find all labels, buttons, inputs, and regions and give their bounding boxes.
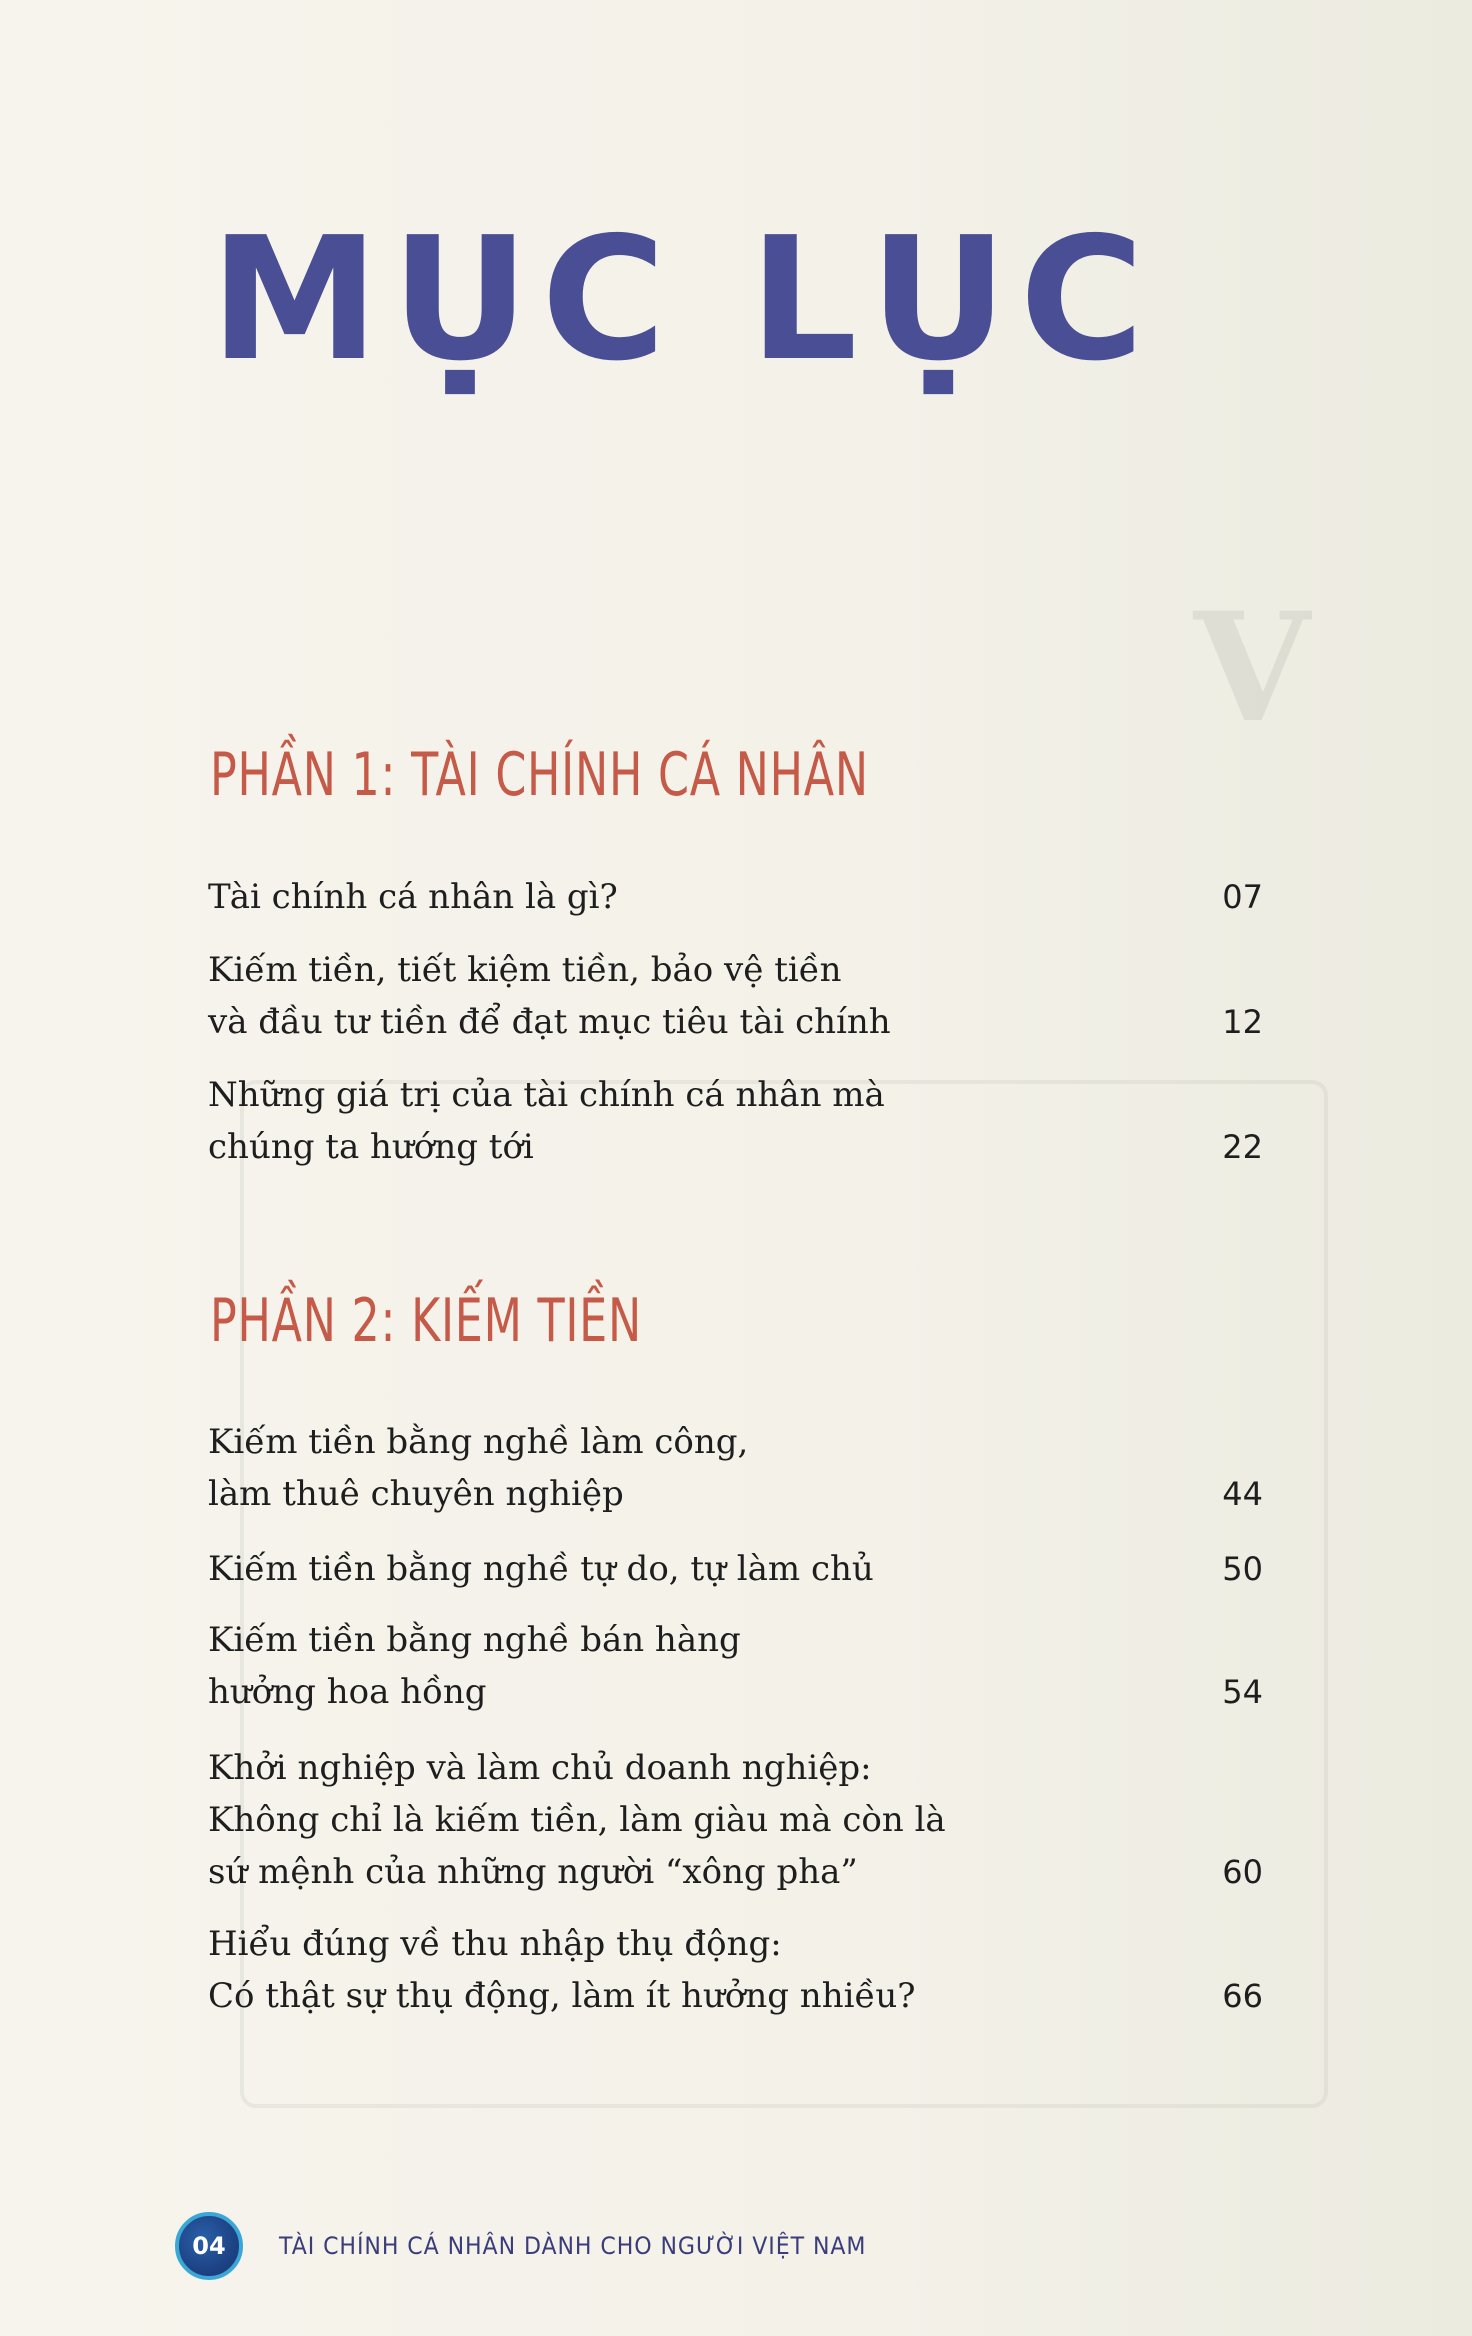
toc-entry-text (208, 944, 1158, 1048)
page-number-badge: 04 (175, 2212, 243, 2280)
toc-entry (208, 1614, 1263, 1718)
toc-entry (208, 1742, 1263, 1898)
bleed-through-letter: V (1193, 580, 1310, 756)
toc-entry (208, 1416, 1263, 1520)
toc-entry-line: Kiếm tiền bằng nghề bán hàng (208, 1620, 741, 1660)
toc-page-number: 66 (1222, 1977, 1263, 2015)
toc-entry-line: sứ mệnh của những người “xông pha” (208, 1852, 858, 1892)
toc-entry-line: chúng ta hướng tới (208, 1127, 534, 1167)
toc-entry-line: hưởng hoa hồng (208, 1672, 487, 1712)
toc-entry (208, 944, 1263, 1048)
running-footer-title: TÀI CHÍNH CÁ NHÂN DÀNH CHO NGƯỜI VIỆT NAM (279, 2232, 867, 2260)
toc-entry-line: Không chỉ là kiếm tiền, làm giàu mà còn là (208, 1800, 946, 1840)
toc-entry-text (208, 1543, 1158, 1595)
toc-entry-line: Có thật sự thụ động, làm ít hưởng nhiều? (208, 1976, 916, 2016)
toc-entry-line: Tài chính cá nhân là gì? (208, 877, 618, 917)
toc-entry-line: Kiếm tiền, tiết kiệm tiền, bảo vệ tiền (208, 950, 842, 990)
toc-page-number: 60 (1222, 1853, 1263, 1891)
toc-entry-line: và đầu tư tiền để đạt mục tiêu tài chính (208, 1002, 891, 1042)
toc-page-number: 07 (1222, 878, 1263, 916)
toc-entry-line: Hiểu đúng về thu nhập thụ động: (208, 1924, 782, 1964)
toc-entry (208, 871, 1263, 923)
toc-entry-text (208, 1069, 1158, 1173)
toc-entry-line: Những giá trị của tài chính cá nhân mà (208, 1075, 885, 1115)
toc-entry-line: Khởi nghiệp và làm chủ doanh nghiệp: (208, 1748, 872, 1788)
page-title: MỤC LỤC (210, 201, 1157, 399)
toc-page-number: 44 (1222, 1475, 1263, 1513)
toc-entry-text (208, 1416, 1158, 1520)
toc-entry-line: Kiếm tiền bằng nghề tự do, tự làm chủ (208, 1549, 874, 1589)
toc-entry (208, 1543, 1263, 1595)
toc-entry-text (208, 871, 1158, 923)
toc-entry-text (208, 1614, 1158, 1718)
page-footer (175, 2210, 917, 2282)
section-heading-part-2: PHẦN 2: KIẾM TIỀN (210, 1286, 642, 1356)
toc-entry (208, 1069, 1263, 1173)
toc-entry (208, 1918, 1263, 2022)
toc-page-number: 12 (1222, 1003, 1263, 1041)
section-heading-part-1: PHẦN 1: TÀI CHÍNH CÁ NHÂN (210, 740, 869, 810)
toc-entry-text (208, 1918, 1158, 2022)
toc-page-number: 50 (1222, 1550, 1263, 1588)
toc-entry-text (208, 1742, 1158, 1898)
toc-page-number: 22 (1222, 1128, 1263, 1166)
toc-entry-line: Kiếm tiền bằng nghề làm công, (208, 1422, 749, 1462)
toc-page-number: 54 (1222, 1673, 1263, 1711)
toc-entry-line: làm thuê chuyên nghiệp (208, 1474, 624, 1514)
